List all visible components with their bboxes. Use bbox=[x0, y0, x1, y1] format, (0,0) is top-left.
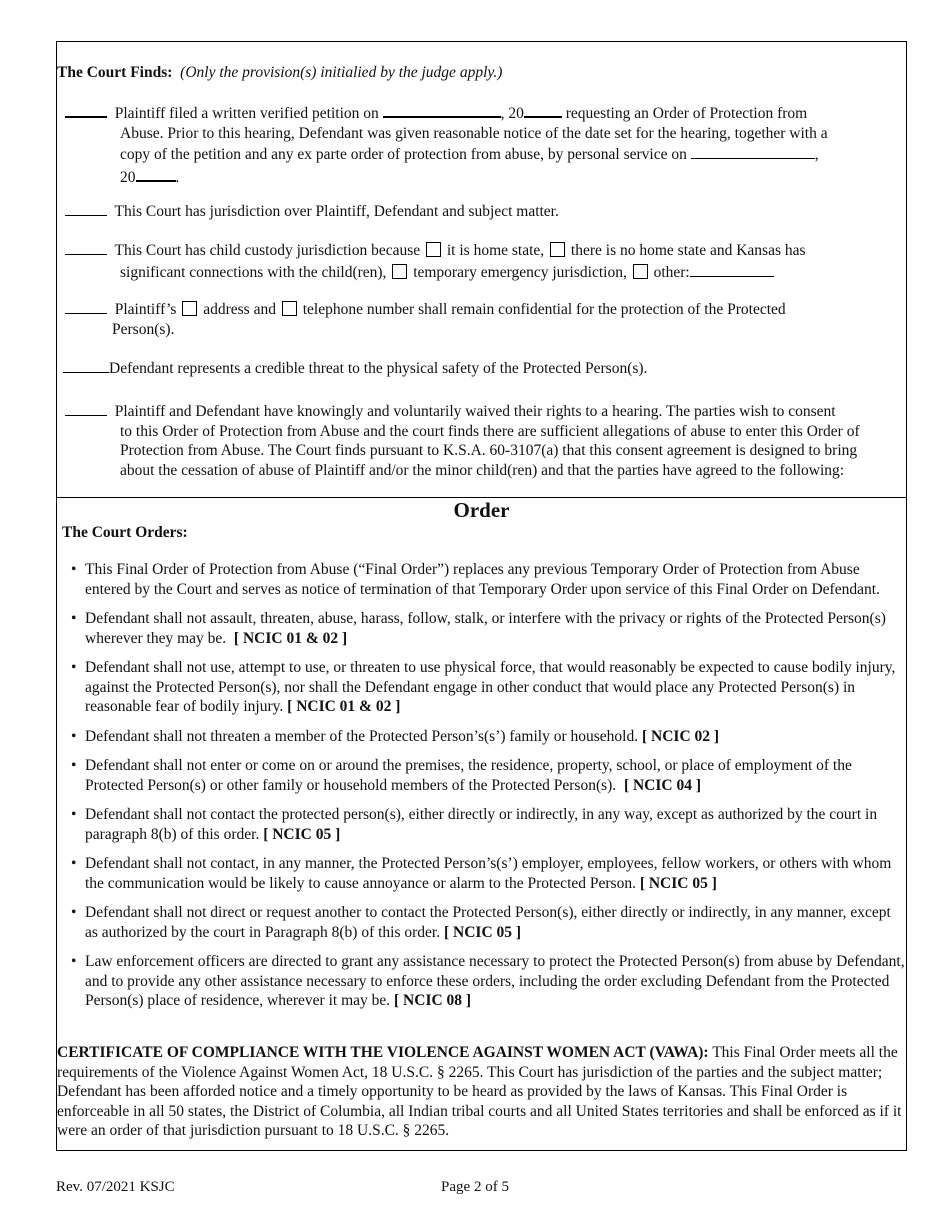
order-item: • Law enforcement officers are directed to grant any assistance necessary to protect the Protected Person(s) from abuse by Defendant, and to provide any other assistance necessary to enforce these orders, including the order excluding Defendant from the Protected Person(s) place of residence, wherever it may be. [ NCIC 08 ] bbox=[69, 952, 906, 1011]
vawa-certificate bbox=[57, 1043, 906, 1141]
home-state-checkbox[interactable] bbox=[426, 242, 441, 257]
finding-confidential: Plaintiff’s address and telephone number shall remain confidential for the protection of the Protected Person(s). bbox=[65, 298, 904, 339]
order-title: Order bbox=[453, 498, 510, 522]
court-finds-label: The Court Finds: bbox=[57, 64, 173, 81]
court-finds-heading bbox=[57, 63, 502, 83]
order-item: • Defendant shall not enter or come on or around the premises, the residence, property, school, or place of employment of the Protected Person(s) or other family or household members of the Protected Person(s). [ NCIC 04 ] bbox=[69, 756, 906, 795]
vawa-certificate-heading: CERTIFICATE OF COMPLIANCE WITH THE VIOLENCE AGAINST WOMEN ACT (VAWA): bbox=[57, 1044, 709, 1061]
finding-credible-threat: Defendant represents a credible threat to the physical safety of the Protected Person(s). bbox=[63, 357, 904, 379]
initial-blank[interactable] bbox=[65, 400, 107, 416]
no-home-state-checkbox[interactable] bbox=[550, 242, 565, 257]
finding-consent: Plaintiff and Defendant have knowingly and voluntarily waived their rights to a hearing. The parties wish to consent to this Order of Protection from Abuse and the court finds there are sufficient allegations of abuse to enter this Order of Protection from Abuse. The Court finds pursuant to K.S.A. 60-3107(a) that this consent agreement is designed to bring about the cessation of abuse of Plaintiff and/or the minor child(ren) and that the parties have agreed to the following: bbox=[65, 400, 904, 480]
initial-blank[interactable] bbox=[65, 298, 107, 314]
petition-year-blank[interactable] bbox=[524, 101, 562, 118]
petition-date-blank[interactable] bbox=[383, 101, 501, 118]
order-item: • Defendant shall not contact the protected person(s), either directly or indirectly, in any way, except as authorized by the court in paragraph 8(b) of this order. [ NCIC 05 ] bbox=[69, 805, 906, 844]
orders-list bbox=[69, 560, 906, 1021]
emergency-jurisdiction-checkbox[interactable] bbox=[392, 264, 407, 279]
initial-blank[interactable] bbox=[65, 101, 107, 118]
service-year-blank[interactable] bbox=[136, 165, 176, 182]
initial-blank[interactable] bbox=[65, 239, 107, 255]
order-item: • This Final Order of Protection from Abuse (“Final Order”) replaces any previous Temporary Order of Protection from Abuse entered by the Court and serves as notice of termination of that Temporary Order upon service of this Final Order on Defendant. bbox=[69, 560, 906, 599]
form-frame bbox=[56, 41, 907, 1151]
page-number: Page 2 of 5 bbox=[441, 1179, 509, 1195]
order-item: • Defendant shall not direct or request another to contact the Protected Person(s), either directly or indirectly, in any manner, except as authorized by the court in Paragraph 8(b) of this order. [ NCIC 05 ] bbox=[69, 903, 906, 942]
order-item: • Defendant shall not assault, threaten, abuse, harass, follow, stalk, or interfere with the privacy or rights of the Protected Person(s) wherever they may be. [ NCIC 01 & 02 ] bbox=[69, 609, 906, 648]
vawa-certificate-body: This Final Order meets all the requirements of the Violence Against Women Act, 18 U.S.C. § 2265. This Court has jurisdiction of the parties and the subject matter; Defendant has been afforded notice and a timely opportunity to be heard as provided by the laws of Kansas. This Final Order is enforceable in all 50 states, the District of Columbia, all Indian tribal courts and all United States territories and shall be enforced as if it were an order of that jurisdiction pursuant to 18 U.S.C. § 2265. bbox=[57, 1044, 902, 1139]
other-jurisdiction-blank[interactable] bbox=[690, 261, 774, 277]
order-item: • Defendant shall not threaten a member of the Protected Person’s(s’) family or household. [ NCIC 02 ] bbox=[69, 727, 906, 747]
service-date-blank[interactable] bbox=[691, 143, 815, 159]
initial-blank[interactable] bbox=[63, 357, 109, 373]
finding-child-custody: This Court has child custody jurisdiction because it is home state, there is no home state and Kansas has significant connections with the child(ren), temporary emergency jurisdiction, other: bbox=[65, 239, 904, 282]
address-confidential-checkbox[interactable] bbox=[182, 301, 197, 316]
court-orders-heading: The Court Orders: bbox=[62, 524, 188, 541]
finding-petition: Plaintiff filed a written verified petition on , 20 requesting an Order of Protection from Abuse. Prior to this hearing, Defendant was given reasonable notice of the date set for the hearing, together with a copy of the petition and any ex parte order of protection from abuse, by personal service on , 20 . bbox=[65, 101, 904, 187]
order-item: • Defendant shall not contact, in any manner, the Protected Person’s(s’) employer, employees, fellow workers, or others with whom the communication would be likely to cause annoyance or alarm to the Protected Person. [ NCIC 05 ] bbox=[69, 854, 906, 893]
telephone-confidential-checkbox[interactable] bbox=[282, 301, 297, 316]
revision-label: Rev. 07/2021 KSJC bbox=[56, 1179, 175, 1195]
finding-jurisdiction: This Court has jurisdiction over Plaintiff, Defendant and subject matter. bbox=[65, 200, 904, 222]
other-jurisdiction-checkbox[interactable] bbox=[633, 264, 648, 279]
initial-blank[interactable] bbox=[65, 200, 107, 216]
court-finds-note: (Only the provision(s) initialied by the judge apply.) bbox=[180, 64, 503, 81]
order-item: • Defendant shall not use, attempt to use, or threaten to use physical force, that would reasonably be expected to cause bodily injury, against the Protected Person(s), nor shall the Defendant engage in other conduct that would place any Protected Person(s) in reasonable fear of bodily injury. [ NCIC 01 & 02 ] bbox=[69, 658, 906, 717]
